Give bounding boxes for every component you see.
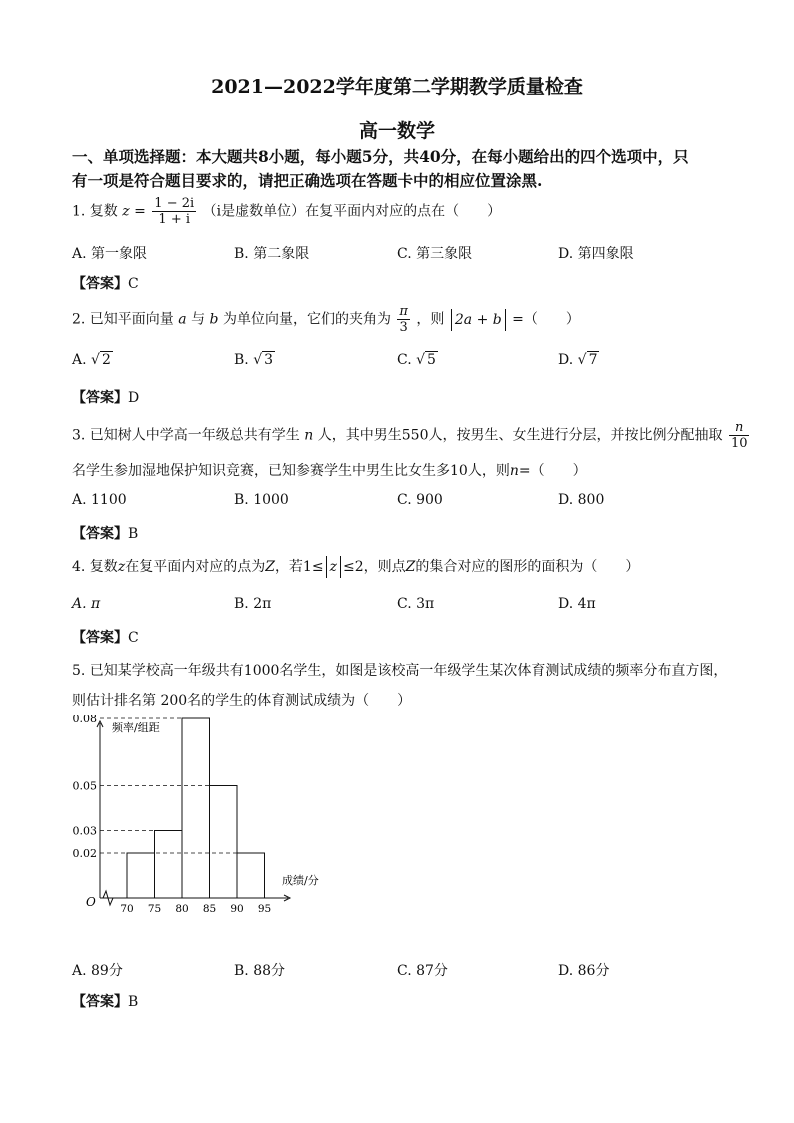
q2-option-a (72, 352, 113, 368)
q2-prefix: 2. 已知平面向量 (72, 311, 174, 328)
question-5-line2: 则估计排名第 200名的学生的体育测试成绩为（ ） (72, 693, 412, 709)
q1-frac-den: 1 + i (158, 212, 191, 227)
section-heading (72, 145, 732, 193)
q2-radicand-b: 3 (264, 352, 274, 368)
q5-answer-label: 【答案】 (72, 994, 128, 1010)
q1-answer-value: C (128, 276, 139, 292)
q2-answer (72, 387, 139, 407)
q5-option-b: B. 88分 (234, 963, 286, 979)
q3-line2: 名学生参加湿地保护知识竞赛，已知参赛学生中男生比女生多10人，则 (72, 463, 510, 479)
origin-label: O (86, 895, 96, 909)
q3-prefix: 3. 已知树人中学高一年级总共有学生 (72, 427, 300, 444)
q3-answer (72, 523, 138, 543)
x-tick-label: 90 (230, 903, 244, 915)
q3-line2-end: =（ ） (518, 463, 587, 479)
histogram-bar (210, 786, 238, 899)
q4-answer (72, 627, 139, 647)
q1-prefix: 1. 复数 (72, 203, 118, 220)
q4-prefix: 4. 复数 (72, 559, 118, 575)
q2-option-c-label: C. (397, 352, 417, 368)
q2-radicand-c: 5 (427, 352, 436, 368)
q2-option-d (558, 352, 599, 368)
histogram-axes (97, 718, 290, 905)
frequency-histogram (70, 715, 370, 920)
section-heading-line1: 一、单项选择题：本大题共8小题，每小题5分，共40分，在每小题给出的四个选项中，只 (72, 147, 689, 166)
q1-eq: = (134, 203, 146, 220)
q3-line1-rest: 人，其中男生550人，按男生、女生进行分层，并按比例分配抽取 (317, 427, 723, 444)
q3-answer-label: 【答案】 (72, 526, 128, 542)
q1-frac-num: 1 − 2i (154, 196, 195, 211)
question-2 (72, 304, 580, 335)
q2-vector-b: b (209, 311, 219, 328)
x-tick-label: 95 (257, 903, 272, 915)
page-title: 2021—2022学年度第二学期教学质量检查 (211, 76, 583, 98)
q3-option-d: D. 800 (558, 492, 605, 508)
q4-var-Z: Z (265, 559, 275, 575)
histogram-bar (155, 831, 183, 899)
question-3 (72, 420, 751, 451)
q1-suffix: （i是虚数单位）在复平面内对应的点在（ ） (202, 203, 502, 220)
q5-answer (72, 991, 138, 1011)
question-4 (72, 556, 639, 578)
x-axis-label: 成绩/分 (282, 874, 319, 887)
histogram-bar (127, 853, 155, 898)
q1-option-c: C. 第三象限 (397, 246, 473, 262)
q4-mid3: ≤2，则点 (342, 559, 406, 575)
q2-answer-value: D (128, 390, 140, 406)
x-tick-label: 70 (120, 903, 134, 915)
q4-answer-label: 【答案】 (72, 630, 128, 646)
q3-frac-den: 10 (730, 436, 748, 451)
q1-var: z (122, 203, 130, 220)
q1-fraction (152, 196, 196, 227)
q4-suffix: 的集合对应的图形的面积为（ ） (415, 559, 640, 575)
q2-option-c (397, 352, 438, 368)
q2-frac-den: 3 (399, 320, 408, 335)
q2-fraction (397, 304, 410, 335)
q3-option-b: B. 1000 (234, 492, 289, 508)
q4-option-a: A. π (72, 596, 101, 612)
q2-option-b (234, 352, 275, 368)
y-tick-label: 0.02 (72, 847, 97, 860)
q3-option-c: C. 900 (397, 492, 443, 508)
sqrt-icon: √ 3 (253, 352, 274, 368)
q3-fraction (729, 420, 750, 451)
question-1 (72, 196, 501, 227)
q4-abs-z: z (326, 556, 341, 578)
question-3-line2 (72, 460, 587, 480)
q2-option-d-label: D. (558, 352, 578, 368)
x-tick-label: 85 (202, 903, 217, 915)
q2-abs-expression: 2a + b (451, 309, 506, 331)
q1-answer-label: 【答案】 (72, 276, 128, 292)
q2-mid3: ，则 (416, 311, 445, 328)
question-5-line1: 5. 已知某学校高一年级共有1000名学生，如图是该校高一年级学生某次体育测试成绩的频率分布直方图， (72, 663, 728, 679)
q2-option-a-label: A. (72, 352, 92, 368)
y-tick-label: 0.05 (72, 779, 97, 793)
q4-answer-value: C (128, 630, 139, 646)
q5-option-c: C. 87分 (397, 963, 448, 979)
q2-suffix: =（ ） (512, 311, 580, 328)
q2-option-b-label: B. (234, 352, 254, 368)
q2-radicand-d: 7 (588, 352, 598, 368)
q2-mid2: 为单位向量，它们的夹角为 (222, 311, 391, 328)
y-tick-label: 0.08 (72, 715, 97, 725)
q1-answer (72, 273, 139, 293)
sqrt-icon: √ 2 (91, 352, 111, 368)
page-subtitle: 高一数学 (358, 120, 435, 142)
y-axis-label: 频率/组距 (112, 721, 160, 734)
q4-var-z: z (117, 559, 126, 575)
q2-frac-num: π (399, 304, 408, 319)
q3-answer-value: B (128, 526, 139, 542)
q1-option-d: D. 第四象限 (558, 246, 634, 262)
q1-option-a: A. 第一象限 (72, 246, 148, 262)
q4-option-b: B. 2π (234, 596, 272, 612)
q1-option-b: B. 第二象限 (234, 246, 310, 262)
q4-option-c: C. 3π (397, 596, 435, 612)
x-tick-label: 75 (147, 903, 162, 915)
section-heading-line2: 有一项是符合题目要求的，请把正确选项在答题卡中的相应位置涂黑. (72, 171, 543, 190)
q2-radicand-a: 2 (101, 352, 111, 368)
q2-vector-a: a (178, 311, 187, 328)
q4-mid2: ，若1≤ (274, 559, 324, 575)
q4-option-d: D. 4π (558, 596, 596, 612)
q3-option-a: A. 1100 (72, 492, 127, 508)
q4-mid: 在复平面内对应的点为 (125, 559, 266, 575)
q4-var-Z2: Z (405, 559, 416, 575)
q2-mid: 与 (191, 311, 206, 328)
q2-answer-label: 【答案】 (72, 390, 128, 406)
q3-frac-num: n (729, 420, 750, 436)
q5-answer-value: B (128, 994, 139, 1010)
q5-option-a: A. 89分 (72, 963, 123, 979)
histogram-labels (73, 715, 319, 915)
sqrt-icon: √ 7 (577, 352, 598, 368)
histogram-bars (127, 718, 265, 898)
x-tick-label: 80 (175, 903, 189, 915)
histogram-bar (182, 718, 210, 898)
q3-line2-var: n (509, 463, 519, 479)
q3-var-n: n (304, 427, 314, 444)
sqrt-icon: √ 5 (416, 352, 436, 368)
y-tick-label: 0.03 (72, 824, 97, 838)
q5-option-d: D. 86分 (558, 963, 610, 979)
histogram-bar (237, 853, 265, 898)
